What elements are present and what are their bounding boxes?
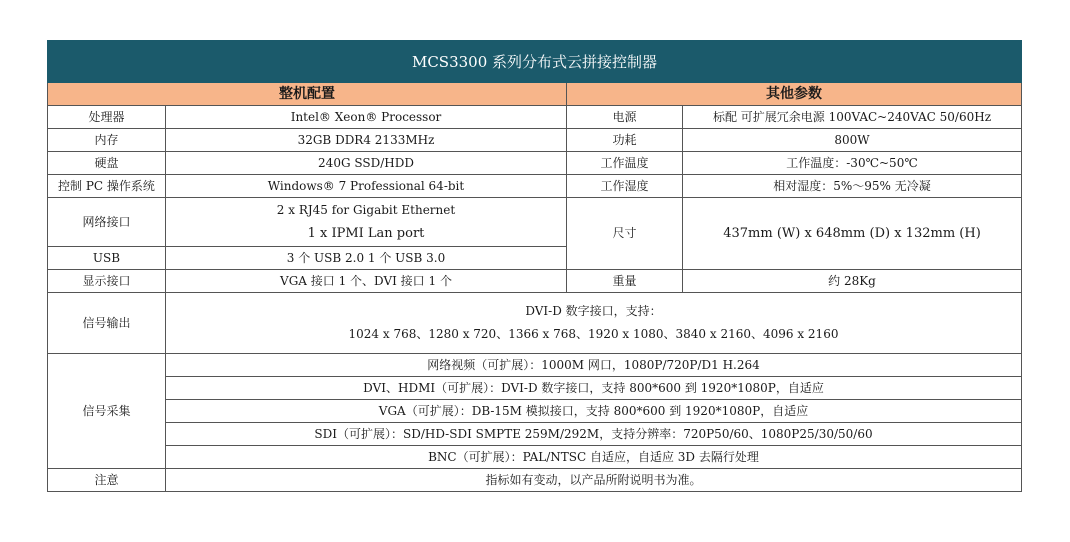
network-line-1: 2 x RJ45 for Gigabit Ethernet [276, 203, 456, 217]
note-label: 注意 [48, 469, 166, 492]
size-label: 尺寸 [567, 198, 683, 270]
capture-item: SDI（可扩展）：SD/HD-SDI SMPTE 259M/292M，支持分辨率：720P50/60、1080P25/30/50/60 [166, 423, 1022, 446]
note-value: 指标如有变动，以产品所附说明书为准。 [166, 469, 1022, 492]
memory-label: 内存 [48, 129, 166, 152]
table-title: MCS3300 系列分布式云拼接控制器 [48, 41, 1022, 83]
os-value: Windows® 7 Professional 64-bit [166, 175, 567, 198]
temp-value: 工作温度：-30℃~50℃ [683, 152, 1022, 175]
spec-table [47, 40, 1022, 492]
memory-value: 32GB DDR4 2133MHz [166, 129, 567, 152]
display-label: 显示接口 [48, 270, 166, 293]
output-value [166, 293, 1022, 354]
section-header-left: 整机配置 [48, 83, 567, 106]
size-value: 437mm (W) x 648mm (D) x 132mm (H) [683, 198, 1022, 270]
output-label: 信号输出 [48, 293, 166, 354]
capture-label: 信号采集 [48, 354, 166, 469]
usb-value: 3 个 USB 2.0 1 个 USB 3.0 [166, 247, 567, 270]
power-value: 标配 可扩展冗余电源 100VAC~240VAC 50/60Hz [683, 106, 1022, 129]
output-line-2: 1024 x 768、1280 x 720、1366 x 768、1920 x 1080、3840 x 2160、4096 x 2160 [348, 327, 839, 341]
disk-label: 硬盘 [48, 152, 166, 175]
humidity-value: 相对湿度：5%～95% 无冷凝 [683, 175, 1022, 198]
temp-label: 工作温度 [567, 152, 683, 175]
power-label: 电源 [567, 106, 683, 129]
section-header-right: 其他参数 [567, 83, 1022, 106]
disk-value: 240G SSD/HDD [166, 152, 567, 175]
humidity-label: 工作湿度 [567, 175, 683, 198]
capture-item: BNC（可扩展）：PAL/NTSC 自适应，自适应 3D 去隔行处理 [166, 446, 1022, 469]
capture-item: 网络视频（可扩展）：1000M 网口，1080P/720P/D1 H.264 [166, 354, 1022, 377]
network-label: 网络接口 [48, 198, 166, 247]
os-label: 控制 PC 操作系统 [48, 175, 166, 198]
weight-label: 重量 [567, 270, 683, 293]
consumption-value: 800W [683, 129, 1022, 152]
display-value: VGA 接口 1 个、DVI 接口 1 个 [166, 270, 567, 293]
output-line-1: DVI-D 数字接口，支持： [525, 304, 662, 318]
cpu-value: Intel® Xeon® Processor [166, 106, 567, 129]
network-line-2: 1 x IPMI Lan port [307, 226, 425, 241]
cpu-label: 处理器 [48, 106, 166, 129]
network-value [166, 198, 567, 247]
weight-value: 约 28Kg [683, 270, 1022, 293]
consumption-label: 功耗 [567, 129, 683, 152]
usb-label: USB [48, 247, 166, 270]
capture-item: DVI、HDMI（可扩展）：DVI-D 数字接口，支持 800*600 到 1920*1080P，自适应 [166, 377, 1022, 400]
capture-item: VGA（可扩展）：DB-15M 模拟接口，支持 800*600 到 1920*1080P，自适应 [166, 400, 1022, 423]
